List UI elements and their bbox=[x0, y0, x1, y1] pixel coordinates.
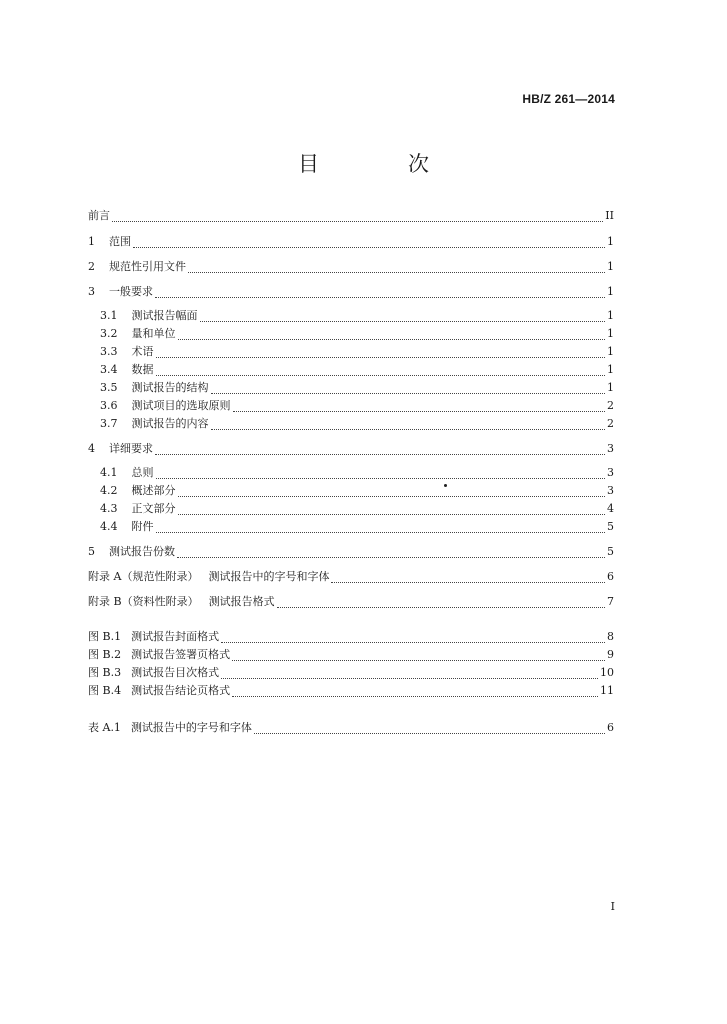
toc-entry-number: 4.2 bbox=[100, 484, 118, 497]
toc-entry-title: 范围 bbox=[109, 235, 131, 248]
toc-entry[interactable] bbox=[88, 682, 614, 700]
toc-entry[interactable] bbox=[100, 379, 614, 397]
toc-entry[interactable] bbox=[88, 628, 614, 646]
toc-entry[interactable] bbox=[88, 543, 614, 561]
toc-entry-page: 3 bbox=[607, 466, 614, 479]
toc-entry-title: 概述部分 bbox=[131, 484, 176, 497]
toc-leader-dots bbox=[177, 556, 605, 558]
toc-leader-dots bbox=[221, 641, 605, 643]
toc-leader-dots bbox=[232, 659, 605, 661]
page-title: 目 次 bbox=[298, 152, 463, 176]
toc-entry-page: 1 bbox=[607, 285, 614, 298]
toc-entry-number: 3.5 bbox=[100, 381, 118, 394]
toc-entry-title: 量和单位 bbox=[131, 327, 176, 340]
toc-entry-page: 2 bbox=[607, 399, 614, 412]
toc-entry-title: 测试报告幅面 bbox=[131, 309, 198, 322]
toc-entry-page: 5 bbox=[607, 545, 614, 558]
toc-leader-dots bbox=[155, 296, 605, 298]
toc-entry-number: 3.2 bbox=[100, 327, 118, 340]
toc-entry-number: 图 B.4 bbox=[88, 684, 122, 697]
toc-entry-title: 术语 bbox=[131, 345, 154, 358]
toc-entry-title: 测试报告的结构 bbox=[131, 381, 209, 394]
toc-entry-page: 1 bbox=[607, 235, 614, 248]
toc-entry-title: 前言 bbox=[88, 209, 110, 222]
toc-leader-dots bbox=[233, 410, 606, 412]
toc-entry[interactable] bbox=[100, 464, 614, 482]
toc-entry-title: 测试报告份数 bbox=[109, 545, 175, 558]
toc-leader-dots bbox=[188, 271, 605, 273]
toc-leader-dots bbox=[156, 374, 606, 376]
toc-entry-number: 附录 A（规范性附录） bbox=[88, 570, 199, 583]
toc-entry-page: 5 bbox=[607, 520, 614, 533]
toc-leader-dots bbox=[277, 606, 605, 608]
toc-entry-number: 5 bbox=[88, 545, 95, 558]
toc-entry-title: 规范性引用文件 bbox=[109, 260, 186, 273]
toc-entry[interactable] bbox=[88, 664, 614, 682]
toc-leader-dots bbox=[178, 495, 606, 497]
toc-leader-dots bbox=[221, 677, 598, 679]
toc-entry[interactable] bbox=[88, 233, 614, 251]
toc-leader-dots bbox=[211, 392, 606, 394]
toc-entry-number: 图 B.3 bbox=[88, 666, 122, 679]
toc-entry-title: 测试报告封面格式 bbox=[131, 630, 220, 643]
toc-entry-page: 1 bbox=[607, 260, 614, 273]
toc-entry-number: 表 A.1 bbox=[88, 721, 121, 734]
toc-entry-page: 10 bbox=[600, 666, 614, 679]
toc-entry-number: 3 bbox=[88, 285, 95, 298]
toc-leader-dots bbox=[156, 356, 606, 358]
toc-entry[interactable] bbox=[100, 307, 614, 325]
toc-entry-page: 3 bbox=[607, 484, 614, 497]
toc-entry[interactable] bbox=[88, 593, 614, 611]
toc-entry-page: 6 bbox=[607, 721, 614, 734]
toc-entry-page: 7 bbox=[607, 595, 614, 608]
toc-entry-number: 3.7 bbox=[100, 417, 118, 430]
standard-code: HB/Z 261—2014 bbox=[522, 92, 615, 106]
toc-entry-title: 数据 bbox=[131, 363, 154, 376]
toc-entry-page: 2 bbox=[607, 417, 614, 430]
toc-leader-dots bbox=[331, 581, 605, 583]
toc-leader-dots bbox=[156, 477, 606, 479]
toc-entry-number: 4.4 bbox=[100, 520, 118, 533]
toc-entry[interactable] bbox=[88, 440, 614, 458]
toc-entry-page: 11 bbox=[600, 684, 614, 697]
toc-entry[interactable] bbox=[100, 500, 614, 518]
toc-entry-title: 测试报告签署页格式 bbox=[131, 648, 231, 661]
toc-entry-number: 附录 B（资料性附录） bbox=[88, 595, 199, 608]
toc-entry-number: 图 B.1 bbox=[88, 630, 122, 643]
toc-entry-title: 详细要求 bbox=[109, 442, 153, 455]
toc-entry[interactable] bbox=[100, 325, 614, 343]
toc-entry[interactable] bbox=[88, 719, 614, 737]
toc-entry-title: 测试项目的选取原则 bbox=[131, 399, 231, 412]
toc-entry-page: 3 bbox=[607, 442, 614, 455]
toc-entry-title: 测试报告中的字号和字体 bbox=[130, 721, 252, 734]
toc-entry-page: 6 bbox=[607, 570, 614, 583]
toc-entry[interactable] bbox=[88, 646, 614, 664]
toc-entry-title: 测试报告结论页格式 bbox=[131, 684, 231, 697]
toc-entry[interactable] bbox=[88, 283, 614, 301]
toc-entry-number: 3.3 bbox=[100, 345, 118, 358]
toc-entry[interactable] bbox=[100, 415, 614, 433]
toc-entry-page: 1 bbox=[607, 381, 614, 394]
toc-entry-title: 测试报告中的字号和字体 bbox=[208, 570, 330, 583]
toc-entry-number: 4 bbox=[88, 442, 95, 455]
toc-entry-number: 3.6 bbox=[100, 399, 118, 412]
stray-dot bbox=[444, 484, 447, 487]
toc-leader-dots bbox=[232, 695, 598, 697]
toc-leader-dots bbox=[211, 428, 606, 430]
toc-leader-dots bbox=[112, 220, 603, 222]
toc-entry-title: 测试报告的内容 bbox=[131, 417, 209, 430]
toc-entry-page: 8 bbox=[607, 630, 614, 643]
toc-entry-page: 9 bbox=[607, 648, 614, 661]
toc-entry-page: 1 bbox=[607, 345, 614, 358]
toc-entry-number: 1 bbox=[88, 235, 95, 248]
toc-entry-title: 一般要求 bbox=[109, 285, 153, 298]
toc-leader-dots bbox=[254, 732, 605, 734]
toc-entry[interactable] bbox=[100, 518, 614, 536]
toc-leader-dots bbox=[178, 338, 606, 340]
toc-leader-dots bbox=[133, 246, 605, 248]
toc-entry-number: 2 bbox=[88, 260, 95, 273]
toc-entry[interactable] bbox=[100, 397, 614, 415]
toc-entry-number: 4.1 bbox=[100, 466, 118, 479]
toc-entry-title: 测试报告格式 bbox=[208, 595, 275, 608]
toc-entry[interactable] bbox=[100, 482, 614, 500]
toc-entry-page: 1 bbox=[607, 363, 614, 376]
toc-entry-page: 4 bbox=[607, 502, 614, 515]
page-number: I bbox=[610, 900, 615, 913]
toc-entry[interactable] bbox=[100, 343, 614, 361]
toc-entry-title: 附件 bbox=[131, 520, 154, 533]
toc-entry-page: II bbox=[605, 209, 614, 222]
toc-entry-title: 总则 bbox=[131, 466, 154, 479]
toc-entry-title: 测试报告目次格式 bbox=[131, 666, 220, 679]
toc-entry-page: 1 bbox=[607, 309, 614, 322]
toc-leader-dots bbox=[155, 453, 605, 455]
toc-entry-number: 4.3 bbox=[100, 502, 118, 515]
toc-entry-number: 3.4 bbox=[100, 363, 118, 376]
toc-entry-number: 图 B.2 bbox=[88, 648, 122, 661]
toc-entry[interactable] bbox=[88, 568, 614, 586]
toc-leader-dots bbox=[200, 320, 606, 322]
toc-entry-title: 正文部分 bbox=[131, 502, 176, 515]
toc-entry-number: 3.1 bbox=[100, 309, 118, 322]
toc-leader-dots bbox=[156, 531, 606, 533]
toc-entry[interactable] bbox=[88, 258, 614, 276]
toc-entry[interactable] bbox=[88, 207, 614, 225]
toc-leader-dots bbox=[178, 513, 606, 515]
toc-entry-page: 1 bbox=[607, 327, 614, 340]
toc-entry[interactable] bbox=[100, 361, 614, 379]
